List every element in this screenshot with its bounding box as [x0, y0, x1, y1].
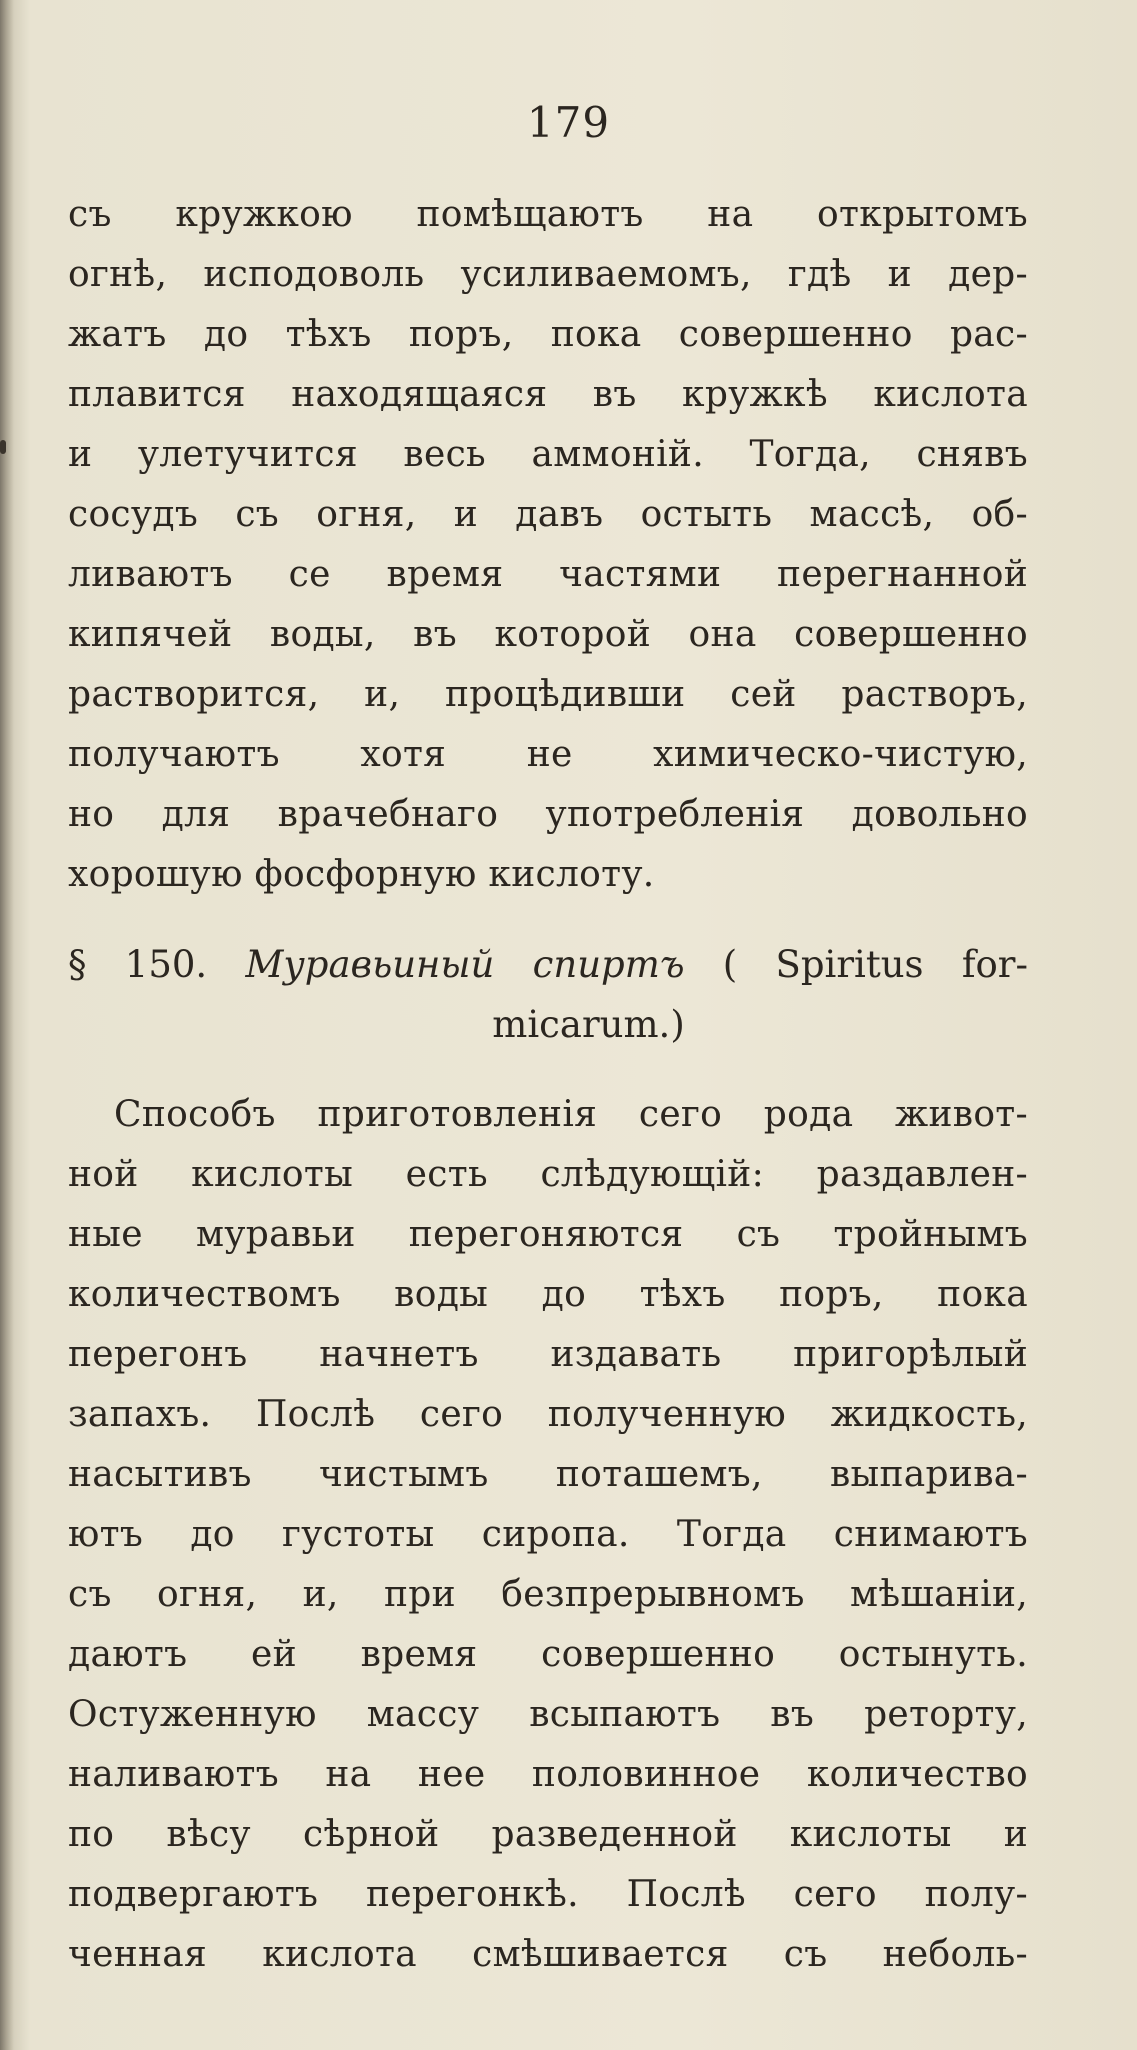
- text-line: съ кружкою помѣщаютъ на открытомъ: [68, 194, 1028, 235]
- text-line: жатъ до тѣхъ поръ, пока совершенно рас-: [68, 314, 1028, 355]
- text-line: хорошую фосфорную кислоту.: [68, 854, 655, 895]
- spine-shadow: [0, 440, 6, 454]
- text-line: сосудъ съ огня, и давъ остыть массѣ, об-: [68, 494, 1028, 535]
- text-line: ченная кислота смѣшивается съ неболь-: [68, 1934, 1028, 1975]
- text-line: растворится, и, процѣдивши сей растворъ,: [68, 674, 1028, 715]
- section-latin-title: ( Spiritus for-: [722, 943, 1028, 986]
- text-line: ливаютъ се время частями перегнанной: [68, 554, 1028, 595]
- text-line: перегонъ начнетъ издавать пригорѣлый: [68, 1334, 1028, 1375]
- text-line: запахъ. Послѣ сего полученную жидкость,: [68, 1394, 1028, 1435]
- text-line: насытивъ чистымъ поташемъ, выпарива-: [68, 1454, 1028, 1495]
- text-line: кипячей воды, въ которой она совершенно: [68, 614, 1028, 655]
- section-heading-continuation: micarum.): [492, 1003, 685, 1046]
- text-line: количествомъ воды до тѣхъ поръ, пока: [68, 1274, 1028, 1315]
- section-heading: [68, 935, 1028, 995]
- page-number: 179: [526, 98, 611, 147]
- text-line: но для врачебнаго употребленія довольно: [68, 794, 1028, 835]
- text-line: получаютъ хотя не химическо-чистую,: [68, 734, 1028, 775]
- text-line: плавится находящаяся въ кружкѣ кислота: [68, 374, 1028, 415]
- section-number: § 150.: [68, 943, 208, 986]
- section-title: Муравьиный спиртъ: [245, 943, 685, 986]
- text-line: ной кислоты есть слѣдующій: раздавлен-: [68, 1154, 1028, 1195]
- text-line: ные муравьи перегоняются съ тройнымъ: [68, 1214, 1028, 1255]
- text-line: наливаютъ на нее половинное количество: [68, 1754, 1028, 1795]
- text-line: даютъ ей время совершенно остынуть.: [68, 1634, 1028, 1675]
- text-line: съ огня, и, при безпрерывномъ мѣшаніи,: [68, 1574, 1028, 1615]
- text-line: Остуженную массу всыпаютъ въ реторту,: [68, 1694, 1028, 1735]
- text-line: Способъ приготовленія сего рода живот-: [114, 1094, 1028, 1135]
- text-line: подвергаютъ перегонкѣ. Послѣ сего полу-: [68, 1874, 1028, 1915]
- text-line: и улетучится весь аммоній. Тогда, снявъ: [68, 434, 1028, 475]
- text-line: по вѣсу сѣрной разведенной кислоты и: [68, 1814, 1028, 1855]
- paragraph-1: [68, 185, 1028, 905]
- text-line: ютъ до густоты сиропа. Тогда снимаютъ: [68, 1514, 1028, 1555]
- text-line: огнѣ, исподоволь усиливаемомъ, гдѣ и дер-: [68, 254, 1028, 295]
- paragraph-2: [68, 1085, 1028, 1985]
